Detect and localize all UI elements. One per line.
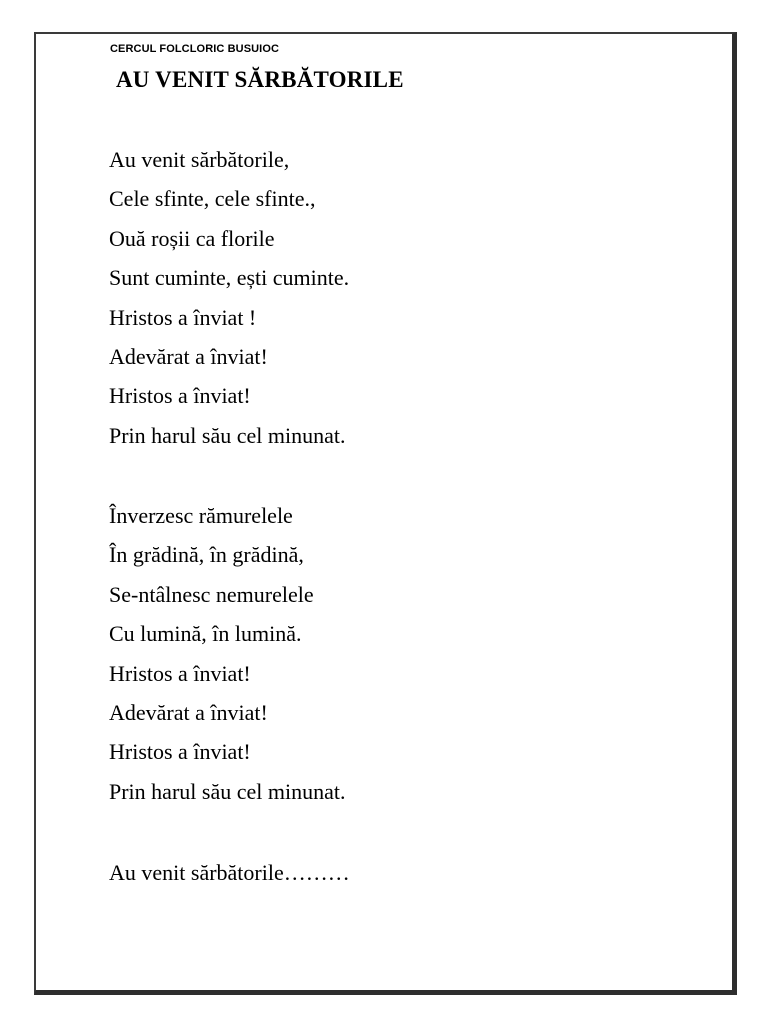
- poem-line: Înverzesc rămurelele: [109, 503, 293, 528]
- poem-line: Adevărat a înviat!: [109, 699, 268, 725]
- poem-line: Adevărat a înviat!: [109, 343, 268, 369]
- poem-line: Prin harul său cel minunat.: [109, 778, 346, 804]
- poem-line: Hristos a înviat !: [109, 304, 257, 330]
- stanza-2: [109, 501, 345, 816]
- closing-line: Au venit sărbătorile………: [109, 860, 350, 885]
- poem-line: Ouă roșii ca florile: [109, 225, 275, 251]
- poem-line: Hristos a înviat!: [109, 383, 251, 409]
- poem-line: Hristos a înviat!: [109, 660, 251, 686]
- stanza-1: [109, 145, 349, 460]
- poem-line: Au venit sărbătorile,: [109, 147, 290, 172]
- poem-line: Cele sfinte, cele sfinte.,: [109, 186, 316, 212]
- poem-line: Cu lumină, în lumină.: [109, 621, 302, 647]
- poem-line: Hristos a înviat!: [109, 739, 251, 765]
- poem-line: Sunt cuminte, ești cuminte.: [109, 265, 350, 291]
- poem-line: Se-ntâlnesc nemurelele: [109, 581, 314, 607]
- poem-line: Prin harul său cel minunat.: [109, 422, 346, 448]
- poem-line: În grădină, în grădină,: [109, 542, 304, 568]
- page-title: AU VENIT SĂRBĂTORILE: [116, 67, 404, 92]
- organization-name: CERCUL FOLCLORIC BUSUIOC: [110, 43, 280, 55]
